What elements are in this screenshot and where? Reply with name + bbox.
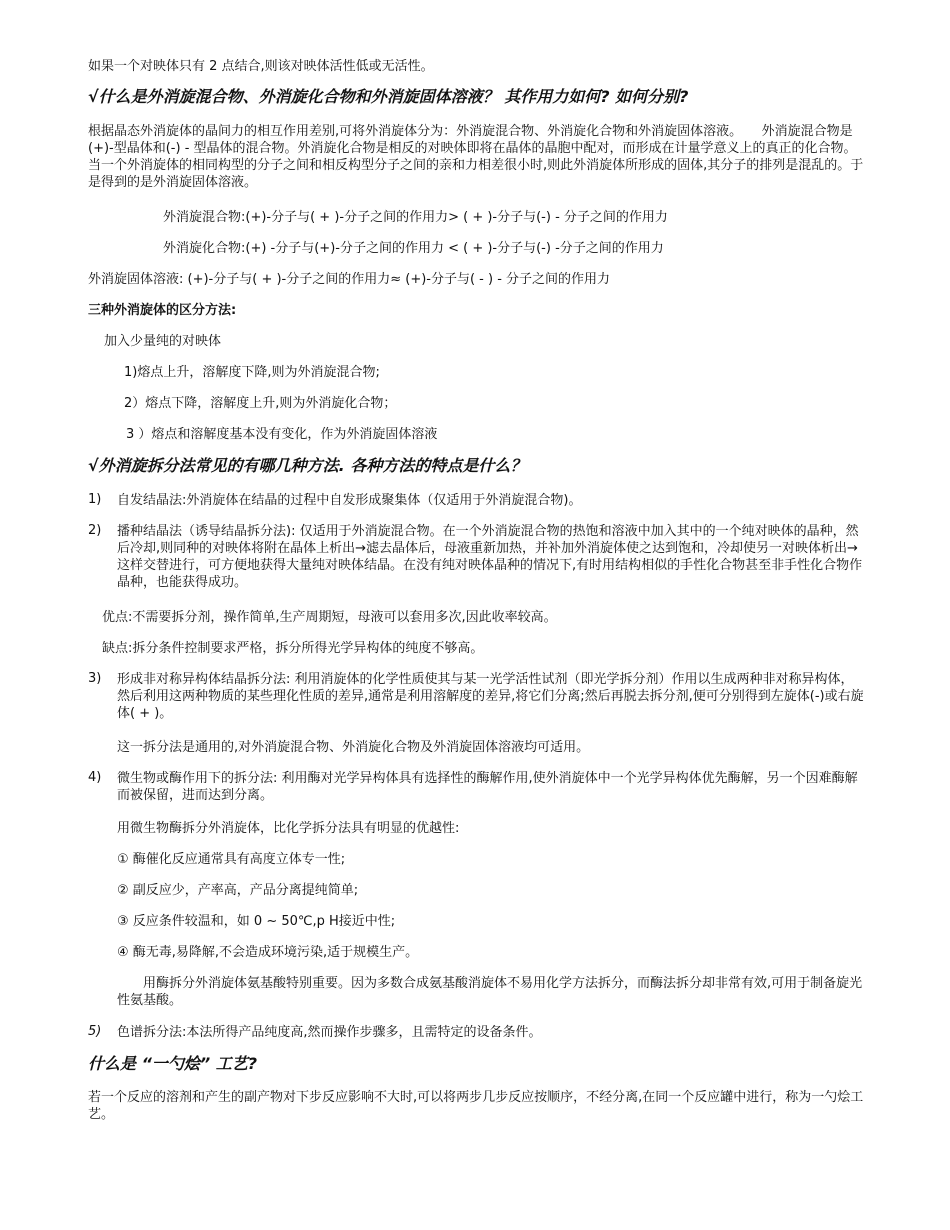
enzymatic-advantages-intro: 用微生物酶拆分外消旋体，比化学拆分法具有明显的优越性: [117, 821, 460, 836]
list-number: 2) [88, 523, 102, 538]
list-item-diastereomer-crystallization [88, 671, 864, 722]
list-number: 4) [88, 770, 102, 785]
list-item-enzymatic-resolution [88, 770, 864, 804]
enzymatic-advantage-1: ① 酶催化反应通常具有高度立体专一性; [117, 852, 346, 867]
list-number: 5) [88, 1024, 102, 1039]
heading-resolution-methods: √外消旋拆分法常见的有哪几种方法. 各种方法的特点是什么？ [88, 456, 527, 475]
enzymatic-advantage-4: ④ 酶无毒,易降解,不会造成环境污染,适于规模生产。 [117, 945, 419, 960]
formula-racemic-solid-solution: 外消旋固体溶液: (+)-分子与( + )-分子之间的作用力≈ (+)-分子与( - ) - 分子之间的作用力 [88, 272, 611, 287]
list-text: 播种结晶法（诱导结晶拆分法): 仅适用于外消旋混合物。在一个外消旋混合物的热饱和溶液中加入其中的一个纯对映体的晶种，然后冷却,则同种的对映体将附在晶体上析出→滤去晶体后，母液重新加热，并补加外消旋体使之达到饱和，冷却使另一对映体析出→这样交替进行，可方便地获得大量纯对映体结晶。在没有纯对映体晶种的情况下,有时用结构相似的手性化合物甚至非手性化合物作晶种，也能获得成功。 [117, 524, 863, 590]
enzymatic-advantage-2: ② 副反应少，产率高，产品分离提纯简单; [117, 883, 359, 898]
formula-racemic-mixture: 外消旋混合物:(+)-分子与( + )-分子之间的作用力> ( + )-分子与(-) - 分子之间的作用力 [163, 210, 668, 225]
list-text: 微生物或酶作用下的拆分法: 利用酶对光学异构体具有选择性的酶解作用,使外消旋体中一个光学异构体优先酶解，另一个因难酶解而被保留，进而达到分离。 [117, 771, 858, 803]
heading-one-pot-process: 什么是 “一勺烩” 工艺? [88, 1054, 258, 1073]
list-text: 形成非对称异构体结晶拆分法: 利用消旋体的化学性质使其与某一光学活性试剂（即光学拆分剂）作用以生成两种非对称异构体，然后利用这两种物质的某些理化性质的差异,通常是利用溶解度的差异,将它们分离;然后再脱去拆分剂,便可分别得到左旋体(-)或右旋体( + )。 [117, 672, 864, 721]
list-text: 自发结晶法:外消旋体在结晶的过程中自发形成聚集体（仅适用于外消旋混合物)。 [117, 493, 582, 508]
list-text: 色谱拆分法:本法所得产品纯度高,然而操作步骤多，且需特定的设备条件。 [117, 1025, 542, 1040]
advantages-text: 优点:不需要拆分剂，操作简单,生产周期短，母液可以套用多次,因此收率较高。 [102, 610, 557, 625]
list-item-seeded-crystallization [88, 523, 864, 591]
method-item-3: 3 ）熔点和溶解度基本没有变化，作为外消旋固体溶液 [126, 427, 438, 442]
list-number: 3) [88, 671, 102, 686]
heading-racemate-types: √什么是外消旋混合物、外消旋化合物和外消旋固体溶液？ 其作用力如何? 如何分别? [88, 87, 689, 106]
method-item-1: 1)熔点上升，溶解度下降,则为外消旋混合物; [124, 365, 380, 380]
list-item-chromatographic-resolution [88, 1024, 864, 1041]
intro-text: 如果一个对映体只有 2 点结合,则该对映体活性低或无活性。 [88, 59, 434, 74]
method-intro: 加入少量纯的对映体 [104, 334, 222, 349]
method-item-2: 2）熔点下降，溶解度上升,则为外消旋化合物； [124, 396, 397, 411]
section-title-distinguish-methods: 三种外消旋体的区分方法: [88, 303, 237, 318]
paragraph-racemate-types: 根据晶态外消旋体的晶间力的相互作用差别,可将外消旋体分为：外消旋混合物、外消旋化合物和外消旋固体溶液。 外消旋混合物是(+)-型晶体和(-) - 型晶体的混合物。外消旋化合物是相反的对映体即将在晶体的晶胞中配对，而形成在计量学意义上的真正的化合物。当一个外消旋体的相同构型的分子之间和相反构型分子之间的亲和力相差很小时,则此外消旋体所形成的固体,其分子的排列是混乱的。于是得到的是外消旋固体溶液。 [88, 124, 864, 190]
list-number: 1) [88, 492, 102, 507]
paragraph-one-pot-process: 若一个反应的溶剂和产生的副产物对下步反应影响不大时,可以将两步几步反应按顺序，不经分离,在同一个反应罐中进行，称为一勺烩工艺。 [88, 1090, 864, 1122]
diastereomer-note: 这一拆分法是通用的,对外消旋混合物、外消旋化合物及外消旋固体溶液均可适用。 [117, 740, 590, 755]
disadvantages-text: 缺点:拆分条件控制要求严格，拆分所得光学异构体的纯度不够高。 [102, 641, 484, 656]
amino-acid-note: 用酶拆分外消旋体氨基酸特别重要。因为多数合成氨基酸消旋体不易用化学方法拆分，而酶法拆分却非常有效,可用于制备旋光性氨基酸。 [117, 976, 863, 1008]
enzymatic-advantage-3: ③ 反应条件较温和，如 0 ~ 50℃,p H接近中性; [117, 914, 396, 929]
formula-racemic-compound: 外消旋化合物:(+) -分子与(+)-分子之间的作用力 < ( + )-分子与(-) -分子之间的作用力 [163, 241, 664, 256]
list-item-spontaneous-crystallization [88, 492, 864, 509]
